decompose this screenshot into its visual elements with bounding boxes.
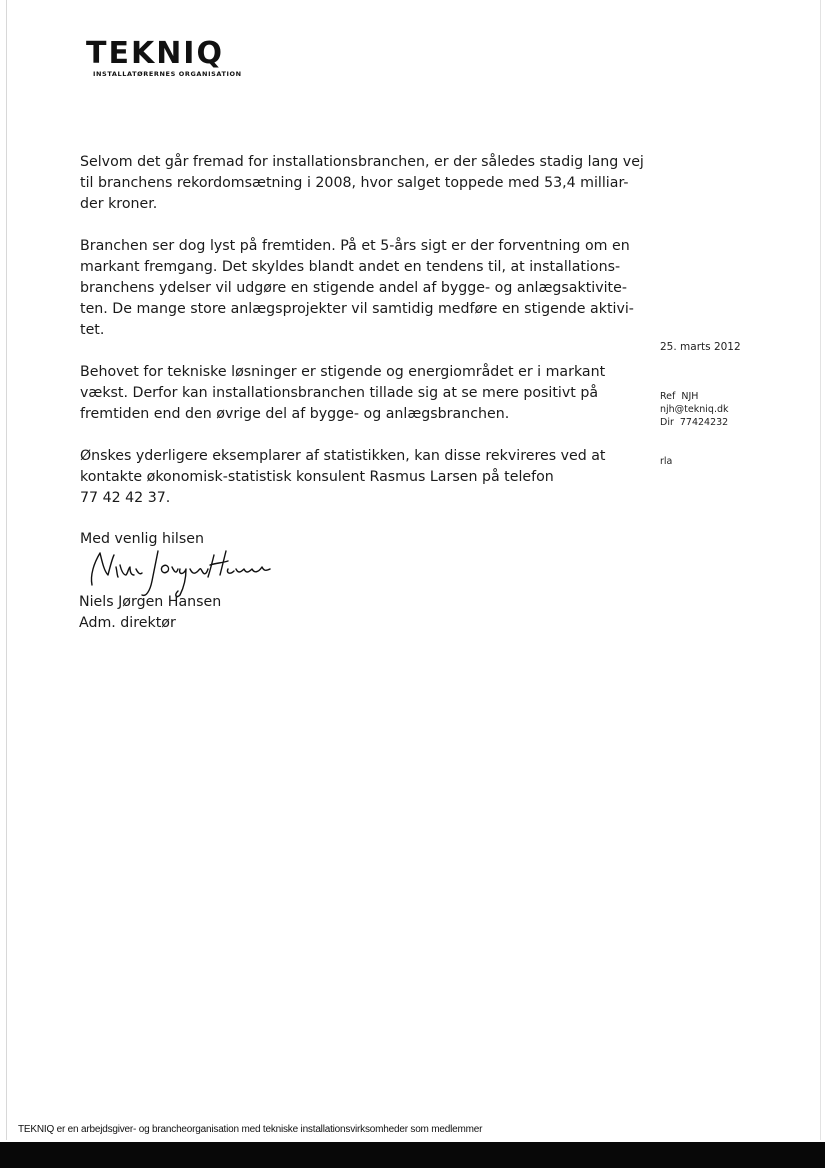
author-initials: rla bbox=[660, 456, 673, 467]
logo-wordmark: TEKNIQ bbox=[86, 36, 224, 71]
scan-edge-left bbox=[6, 0, 7, 1140]
ref-value: NJH bbox=[681, 391, 699, 402]
paragraph-2: Branchen ser dog lyst på fremtiden. På et 5-års sigt er der forventning om en markant fremgang. Det skyldes blandt andet en tendens til, at installations- branchens ydelser vil udgøre en stigende andel af bygge- og anlægsaktivite- ten. De mange store anlægsprojekter vil samtidig medføre en stigende aktivi- tet. bbox=[80, 238, 634, 338]
footer-bar bbox=[0, 1142, 825, 1168]
letter-date: 25. marts 2012 bbox=[660, 341, 741, 353]
paragraph-4: Ønskes yderligere eksemplarer af statistikken, kan disse rekvireres ved at kontakte økonomisk-statistisk konsulent Rasmus Larsen på telefon 77 42 42 37. bbox=[80, 448, 606, 506]
tekniq-logo bbox=[86, 38, 266, 78]
signer-block bbox=[79, 592, 221, 634]
paragraph-3: Behovet for tekniske løsninger er stigende og energiområdet er i markant vækst. Derfor kan installationsbranchen tillade sig at se mere positivt på fremtiden end den øvrige del af bygge- og anlægsbranchen. bbox=[80, 364, 606, 422]
paragraph-1: Selvom det går fremad for installationsbranchen, er der således stadig lang vej til branchens rekordomsætning i 2008, hvor salget toppede med 53,4 milliar- der kroner. bbox=[80, 154, 644, 212]
dir-phone: 77424232 bbox=[679, 417, 729, 428]
signer-title: Adm. direktør bbox=[79, 615, 176, 631]
signer-name: Niels Jørgen Hansen bbox=[79, 594, 222, 610]
scan-edge-right bbox=[820, 0, 821, 1140]
letter-body bbox=[80, 152, 650, 530]
contact-email: njh@tekniq.dk bbox=[660, 404, 729, 415]
dir-label: Dir bbox=[660, 417, 674, 428]
footer-text: TEKNIQ er en arbejdsgiver- og brancheorganisation med tekniske installationsvirksomheder som medlemmer bbox=[18, 1124, 483, 1135]
closing-line: Med venlig hilsen bbox=[80, 531, 204, 547]
reference-block bbox=[660, 390, 729, 429]
ref-label: Ref bbox=[660, 391, 676, 402]
logo-tagline: INSTALLATØRERNES ORGANISATION bbox=[93, 70, 242, 78]
